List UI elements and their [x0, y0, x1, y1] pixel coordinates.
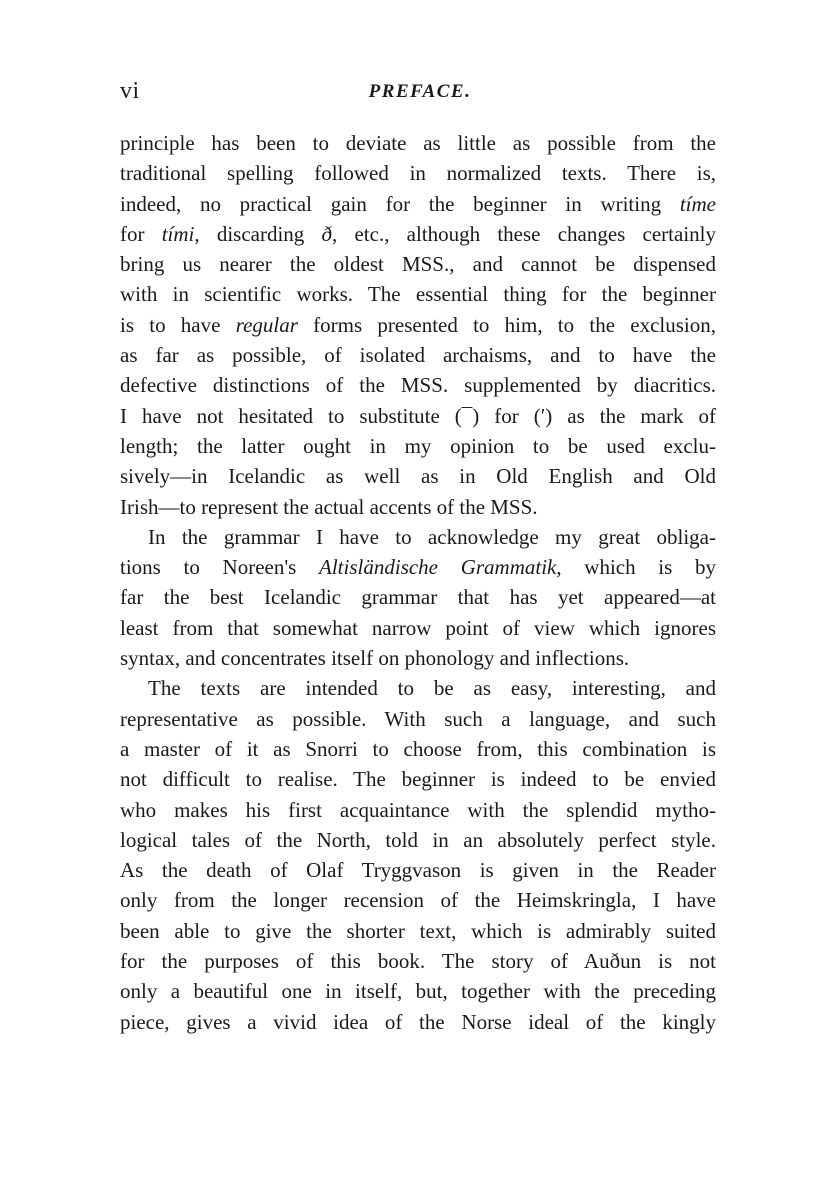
- text-run: sively—in Icelandic as well as in Old English and Old: [120, 464, 716, 489]
- text-run: a master of it as Snorri to choose from, this combination is: [120, 736, 716, 761]
- text-line: [120, 522, 716, 552]
- text-run: In the grammar I have to acknowledge my great obliga-: [148, 524, 716, 549]
- text-line: [120, 128, 716, 158]
- text-line: [120, 219, 716, 249]
- text-line: [120, 795, 716, 825]
- text-run: syntax, and concentrates itself on phonology and inflections.: [120, 646, 630, 671]
- text-line: [120, 764, 716, 794]
- text-line: [120, 431, 716, 461]
- text-run: , which is by: [556, 555, 716, 580]
- text-line: [120, 946, 716, 976]
- text-run: forms presented to him, to the exclusion,: [297, 312, 716, 337]
- text-line: [120, 582, 716, 612]
- text-line: [120, 310, 716, 340]
- text-line: [120, 704, 716, 734]
- text-line: [120, 340, 716, 370]
- text-run: length; the latter ought in my opinion to be used exclu-: [120, 433, 716, 458]
- text-run: piece, gives a vivid idea of the Norse ideal of the kingly: [120, 1009, 716, 1034]
- text-run: traditional spelling followed in normalized texts. There is,: [120, 161, 716, 186]
- text-run: who makes his first acquaintance with the splendid mytho-: [120, 797, 716, 822]
- italic-text-run: regular: [235, 312, 298, 337]
- page-number: vi: [120, 78, 140, 104]
- text-line: [120, 492, 716, 522]
- text-line: [120, 916, 716, 946]
- text-line: [120, 158, 716, 188]
- text-line: [120, 976, 716, 1006]
- text-run: is to have: [120, 312, 236, 337]
- text-line: [120, 461, 716, 491]
- text-line: [120, 734, 716, 764]
- text-line: [120, 249, 716, 279]
- preface-body-text: [120, 128, 716, 1037]
- page-header: [120, 78, 720, 108]
- text-run: defective distinctions of the MSS. supplemented by diacritics.: [120, 373, 716, 398]
- text-line: [120, 643, 716, 673]
- text-run: As the death of Olaf Tryggvason is given in the Reader: [120, 858, 716, 883]
- text-run: only a beautiful one in itself, but, together with the preceding: [120, 979, 716, 1004]
- text-line: [120, 552, 716, 582]
- text-run: least from that somewhat narrow point of view which ignores: [120, 615, 716, 640]
- text-run: tions to Noreen's: [120, 555, 320, 580]
- text-run: as far as possible, of isolated archaisms, and to have the: [120, 343, 716, 368]
- text-run: for the purposes of this book. The story of Auðun is not: [120, 949, 716, 974]
- text-line: [120, 613, 716, 643]
- text-run: not difficult to realise. The beginner is indeed to be envied: [120, 767, 716, 792]
- text-run: for: [120, 221, 162, 246]
- text-run: been able to give the shorter text, which is admirably suited: [120, 918, 716, 943]
- text-line: [120, 189, 716, 219]
- text-run: , etc., although these changes certainly: [332, 221, 716, 246]
- text-run: bring us nearer the oldest MSS., and cannot be dispensed: [120, 252, 716, 277]
- text-run: indeed, no practical gain for the beginner in writing: [120, 191, 680, 216]
- text-line: [120, 855, 716, 885]
- text-line: [120, 825, 716, 855]
- italic-text-run: tíme: [679, 191, 716, 216]
- text-run: , discarding: [194, 221, 322, 246]
- text-line: [120, 673, 716, 703]
- text-line: [120, 1007, 716, 1037]
- text-line: [120, 885, 716, 915]
- text-run: I have not hesitated to substitute (¯) for (′) as the mark of: [120, 403, 716, 428]
- text-run: representative as possible. With such a language, and such: [120, 706, 716, 731]
- text-run: The texts are intended to be as easy, interesting, and: [148, 676, 716, 701]
- running-title: PREFACE.: [368, 81, 472, 102]
- text-run: far the best Icelandic grammar that has yet appeared—at: [120, 585, 716, 610]
- text-line: [120, 279, 716, 309]
- italic-text-run: ð: [321, 221, 333, 246]
- text-run: with in scientific works. The essential thing for the beginner: [120, 282, 716, 307]
- text-run: principle has been to deviate as little as possible from the: [120, 131, 716, 155]
- text-run: logical tales of the North, told in an absolutely perfect style.: [120, 827, 716, 852]
- text-line: [120, 370, 716, 400]
- italic-text-run: tími: [161, 221, 195, 246]
- text-run: only from the longer recension of the Heimskringla, I have: [120, 888, 716, 913]
- italic-text-run: Altisländische Grammatik: [319, 555, 557, 580]
- text-line: [120, 401, 716, 431]
- text-run: Irish—to represent the actual accents of the MSS.: [120, 494, 538, 519]
